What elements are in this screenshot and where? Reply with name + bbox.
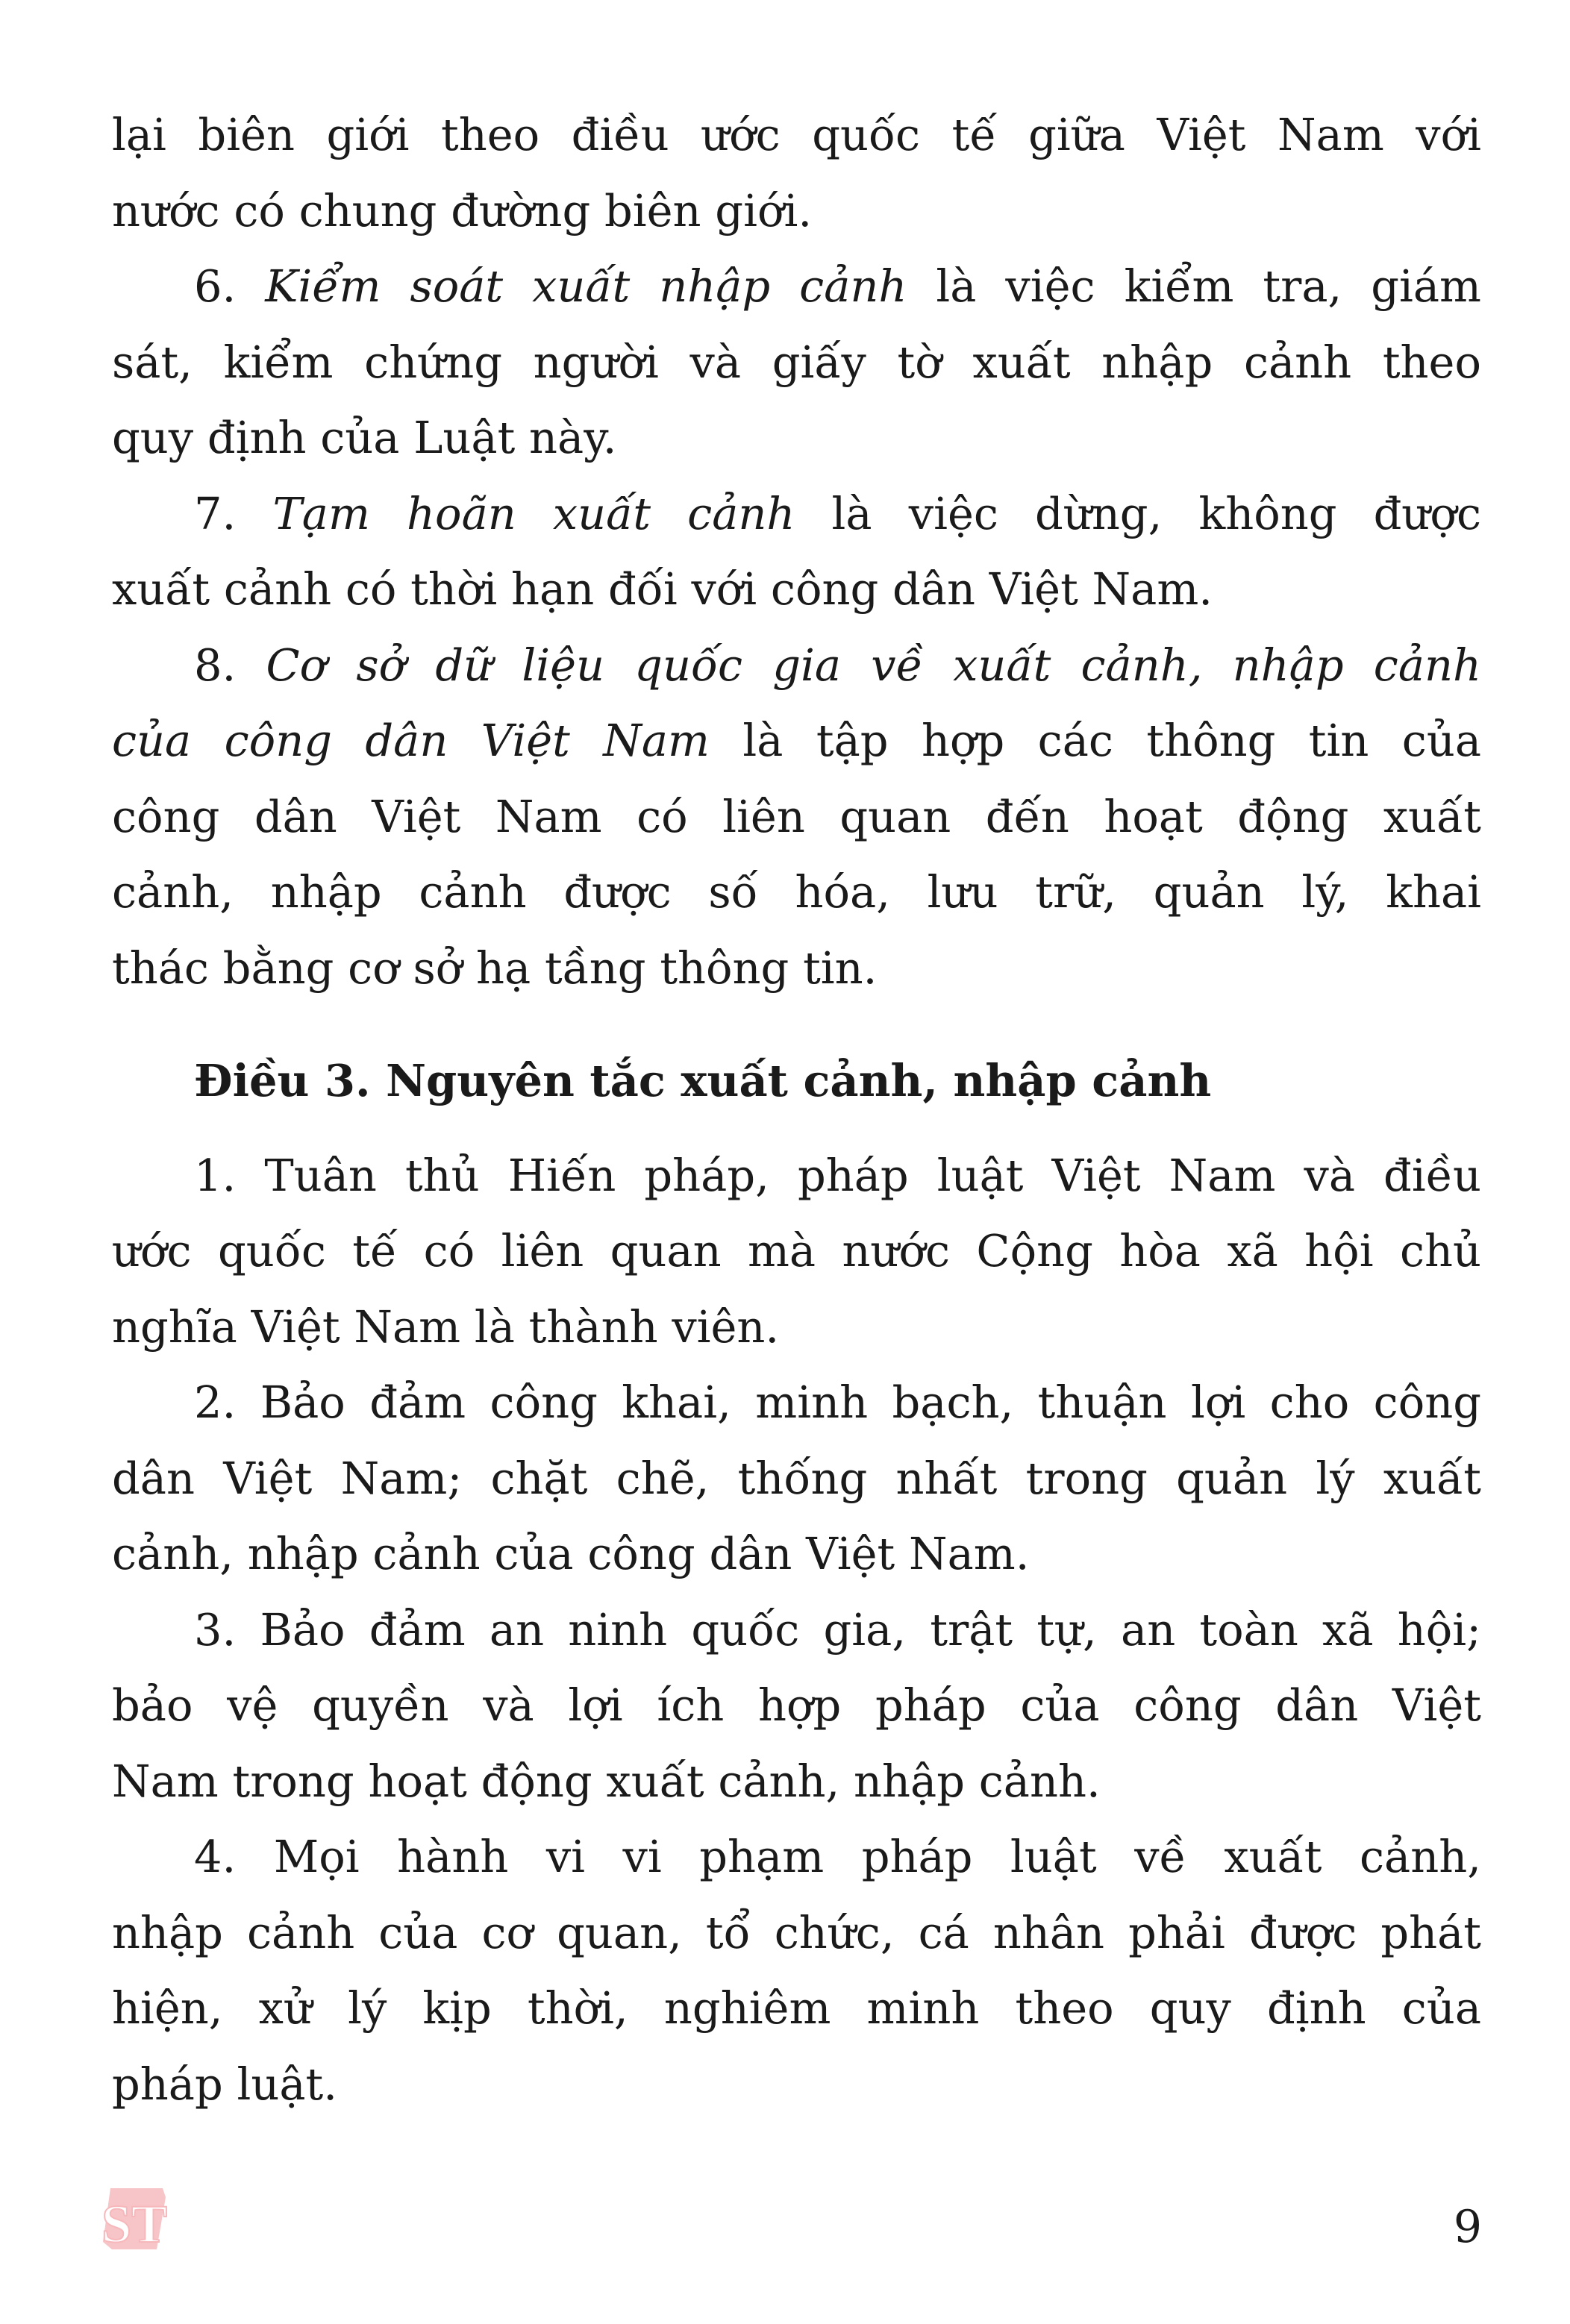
article-3-section — [112, 1138, 1481, 2123]
text-segment: cảnh, nhập cảnh được số hóa, lưu trữ, quản lý, khai — [112, 866, 1481, 918]
text-line — [112, 1441, 1481, 1517]
text-segment: 1. Tuân thủ Hiến pháp, pháp luật Việt Nam và điều — [194, 1149, 1481, 1201]
page-body — [112, 97, 1481, 2122]
text-segment: 4. Mọi hành vi vi phạm pháp luật về xuất cảnh, — [194, 1831, 1481, 1882]
text-segment: 8. — [194, 639, 266, 691]
text-line — [112, 1213, 1481, 1289]
text-line — [112, 779, 1481, 855]
text-segment: nghĩa Việt Nam là thành viên. — [112, 1300, 780, 1353]
text-segment: là việc dừng, không được — [795, 487, 1481, 539]
text-segment: là tập hợp các thông tin của — [710, 715, 1481, 766]
text-line — [112, 1744, 1481, 1820]
text-line — [112, 1516, 1481, 1592]
text-line — [112, 173, 1481, 249]
text-segment: nước có chung đường biên giới. — [112, 184, 813, 237]
text-line — [112, 627, 1481, 704]
text-segment: 2. Bảo đảm công khai, minh bạch, thuận lợi cho công — [194, 1376, 1481, 1428]
publisher-logo — [97, 2182, 172, 2257]
paragraph — [112, 1365, 1481, 1592]
text-segment: xuất cảnh có thời hạn đối với công dân Việt Nam. — [112, 563, 1213, 615]
text-line — [112, 1895, 1481, 1971]
text-line — [112, 1970, 1481, 2046]
text-line — [112, 325, 1481, 401]
paragraph — [112, 248, 1481, 476]
text-line — [112, 248, 1481, 325]
svg-text:ST: ST — [101, 2194, 168, 2254]
text-line — [112, 476, 1481, 552]
text-segment: bảo vệ quyền và lợi ích hợp pháp của công dân Việt — [112, 1679, 1481, 1731]
paragraph — [112, 627, 1481, 1006]
text-segment: là việc kiểm tra, giám — [907, 260, 1482, 312]
text-segment: quy định của Luật này. — [112, 412, 617, 463]
text-line — [112, 1667, 1481, 1744]
paragraph — [112, 1592, 1481, 1820]
text-segment: 7. — [194, 487, 273, 539]
text-line — [112, 1592, 1481, 1668]
text-segment: sát, kiểm chứng người và giấy tờ xuất nhập cảnh theo — [112, 336, 1481, 388]
defined-term: Tạm hoãn xuất cảnh — [272, 487, 795, 539]
text-line — [112, 1819, 1481, 1895]
defined-term: của công dân Việt Nam — [112, 715, 710, 766]
text-segment: pháp luật. — [112, 2058, 337, 2110]
text-segment: cảnh, nhập cảnh của công dân Việt Nam. — [112, 1528, 1030, 1579]
text-segment: 3. Bảo đảm an ninh quốc gia, trật tự, an toàn xã hội; — [194, 1603, 1481, 1656]
text-line — [112, 551, 1481, 627]
text-segment: 6. — [194, 260, 266, 312]
text-line — [112, 97, 1481, 173]
text-segment: hiện, xử lý kịp thời, nghiêm minh theo quy định của — [112, 1982, 1481, 2034]
text-line — [112, 1365, 1481, 1441]
text-line — [112, 930, 1481, 1006]
text-line — [112, 703, 1481, 779]
text-segment: dân Việt Nam; chặt chẽ, thống nhất trong quản lý xuất — [112, 1452, 1481, 1504]
text-segment: thác bằng cơ sở hạ tầng thông tin. — [112, 942, 878, 994]
text-segment: lại biên giới theo điều ước quốc tế giữa Việt Nam với — [112, 109, 1481, 160]
text-line — [112, 854, 1481, 930]
defined-term: Cơ sở dữ liệu quốc gia về xuất cảnh, nhập cảnh — [266, 639, 1482, 691]
text-line — [112, 1289, 1481, 1365]
paragraph — [112, 97, 1481, 248]
page-number: 9 — [1453, 2201, 1482, 2253]
text-segment: nhập cảnh của cơ quan, tổ chức, cá nhân phải được phát — [112, 1906, 1481, 1958]
paragraph — [112, 1138, 1481, 1365]
text-line — [112, 400, 1481, 476]
paragraph — [112, 1819, 1481, 2122]
text-line — [112, 2046, 1481, 2123]
article-heading: Điều 3. Nguyên tắc xuất cảnh, nhập cảnh — [194, 1055, 1212, 1106]
text-segment: công dân Việt Nam có liên quan đến hoạt động xuất — [112, 790, 1481, 842]
text-segment: Nam trong hoạt động xuất cảnh, nhập cảnh. — [112, 1755, 1101, 1807]
text-line — [112, 1138, 1481, 1214]
text-segment: ước quốc tế có liên quan mà nước Cộng hòa xã hội chủ — [112, 1225, 1481, 1277]
defined-term: Kiểm soát xuất nhập cảnh — [265, 260, 907, 312]
definitions-section — [112, 97, 1481, 1006]
paragraph — [112, 476, 1481, 627]
